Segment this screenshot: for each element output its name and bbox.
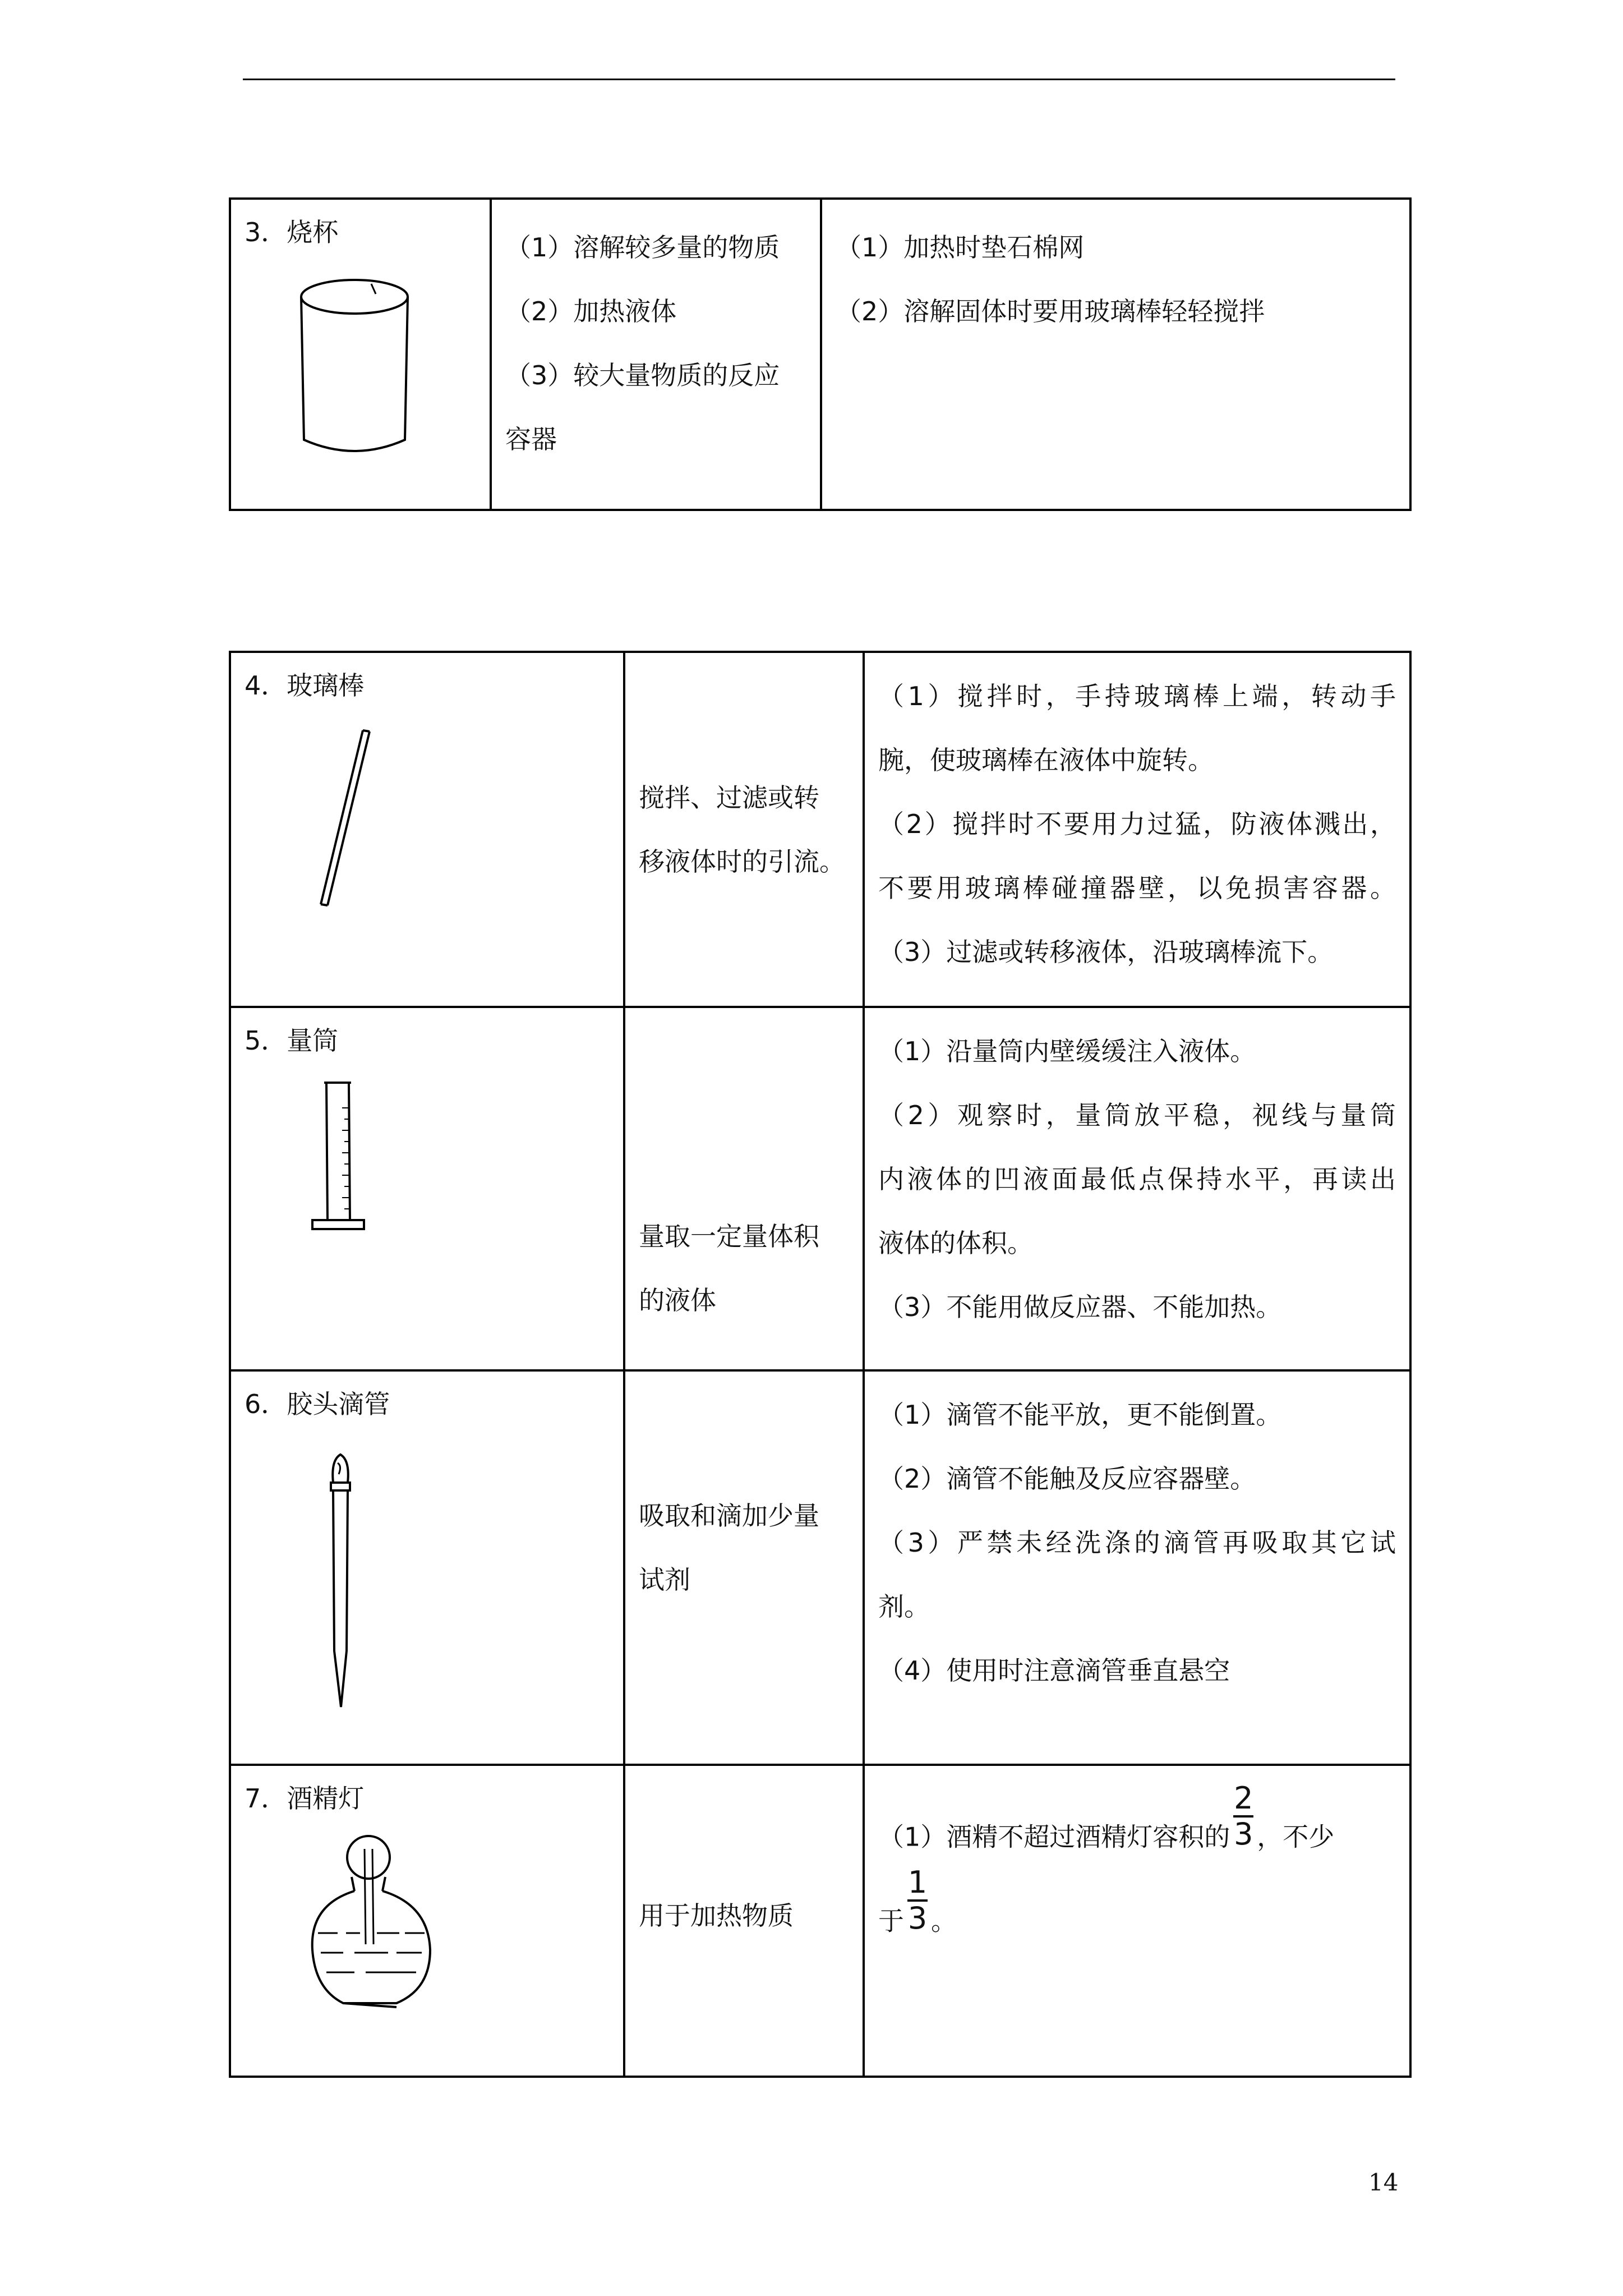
fraction-numerator: 1 [907, 1865, 928, 1900]
item-name: 6．胶头滴管 [245, 1389, 390, 1419]
use-line: 搅拌、过滤或转 [639, 782, 819, 813]
use-line: 试剂 [639, 1565, 690, 1595]
page-number: 14 [1368, 2169, 1399, 2196]
header-rule [243, 79, 1395, 80]
use-line: 用于加热物质 [639, 1901, 794, 1931]
fraction-denominator: 3 [907, 1901, 928, 1936]
note-line: （1）搅拌时，手持玻璃棒上端，转动手 [878, 681, 1396, 711]
fraction [1233, 1780, 1253, 1852]
fraction [907, 1867, 928, 1934]
uses-cell [624, 1007, 864, 1370]
uses-cell [624, 1370, 864, 1765]
note-line [878, 1865, 1396, 1973]
table-row [230, 1765, 1410, 2077]
table-row [230, 1007, 1410, 1370]
note-text: （1）酒精不超过酒精灯容积的 [878, 1821, 1230, 1852]
use-line: 移液体时的引流。 [639, 846, 845, 877]
note-line: （3）严禁未经洗涤的滴管再吸取其它试 [878, 1527, 1396, 1558]
name-cell [230, 1007, 624, 1370]
dropper-icon [298, 1449, 388, 1713]
name-cell [230, 1765, 624, 2077]
note-line: （2）溶解固体时要用玻璃棒轻轻搅拌 [836, 296, 1265, 326]
note-text: 。 [931, 1906, 957, 1936]
item-name: 7．酒精灯 [245, 1783, 365, 1814]
use-line: 量取一定量体积 [639, 1221, 819, 1251]
note-line: （3）不能用做反应器、不能加热。 [878, 1292, 1282, 1322]
note-line [878, 1780, 1396, 1878]
note-line: 腕，使玻璃棒在液体中旋转。 [878, 745, 1214, 775]
note-line: （1）沿量筒内壁缓缓注入液体。 [878, 1036, 1256, 1066]
note-line: （3）过滤或转移液体，沿玻璃棒流下。 [878, 937, 1334, 967]
note-line: （1）加热时垫石棉网 [836, 232, 1085, 263]
item-name: 4．玻璃棒 [245, 670, 365, 701]
note-line: （1）滴管不能平放，更不能倒置。 [878, 1400, 1282, 1430]
notes-cell [821, 199, 1410, 510]
note-line: （4）使用时注意滴管垂直悬空 [878, 1655, 1230, 1686]
note-line: 不要用玻璃棒碰撞器壁，以免损害容器。 [878, 873, 1396, 903]
fraction-numerator: 2 [1234, 1780, 1253, 1816]
beaker-icon [287, 272, 455, 473]
name-cell [230, 199, 491, 510]
name-cell [230, 652, 624, 1007]
note-line: 液体的体积。 [878, 1228, 1033, 1258]
uses-cell [624, 652, 864, 1007]
table-instruments [229, 651, 1412, 2078]
use-line: 容器 [505, 424, 557, 454]
notes-cell [864, 1370, 1410, 1765]
note-line: （2）观察时，量筒放平稳，视线与量筒 [878, 1100, 1396, 1130]
glass-rod-icon [298, 725, 388, 915]
use-line: （1）溶解较多量的物质 [505, 232, 780, 263]
table-row [230, 199, 1410, 510]
alcohol-lamp-icon [304, 1832, 483, 2017]
use-line: （3）较大量物质的反应 [505, 360, 780, 390]
notes-cell [864, 1007, 1410, 1370]
graduated-cylinder-icon [298, 1080, 388, 1248]
name-cell [230, 1370, 624, 1765]
table-row [230, 652, 1410, 1007]
notes-cell [864, 1765, 1410, 2077]
note-line: （2）滴管不能触及反应容器壁。 [878, 1464, 1256, 1494]
note-line: 内液体的凹液面最低点保持水平，再读出 [878, 1164, 1396, 1194]
uses-cell [624, 1765, 864, 2077]
note-line: （2）搅拌时不要用力过猛，防液体溅出， [878, 809, 1396, 839]
notes-cell [864, 652, 1410, 1007]
note-text: ，不少 [1257, 1821, 1335, 1852]
table-beaker [229, 197, 1412, 511]
use-line: （2）加热液体 [505, 296, 677, 326]
item-name: 3．烧杯 [245, 217, 339, 247]
item-name: 5．量筒 [245, 1025, 339, 1056]
use-line: 的液体 [639, 1285, 716, 1315]
note-text: 于 [878, 1906, 904, 1936]
use-line: 吸取和滴加少量 [639, 1501, 819, 1531]
fraction-denominator: 3 [1234, 1816, 1253, 1852]
note-line: 剂。 [878, 1591, 930, 1622]
uses-cell [491, 199, 821, 510]
table-row [230, 1370, 1410, 1765]
